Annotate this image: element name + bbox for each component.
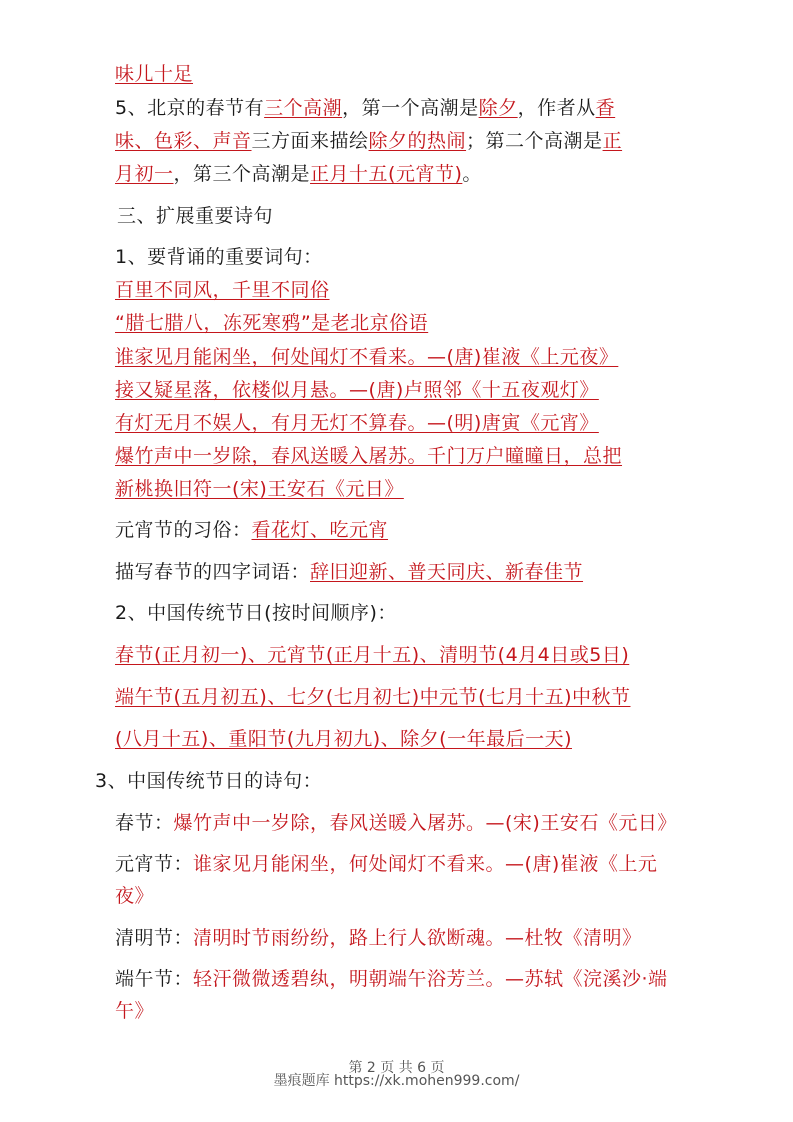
underlined-answer: 除夕的热闹 [368, 130, 467, 152]
label: 元宵节： [115, 853, 194, 875]
underlined-answer: (八月十五)、重阳节(九月初九)、除夕(一年最后一天) [115, 728, 572, 750]
underlined-answer: 月初一 [115, 163, 174, 185]
item5-line3 [115, 162, 482, 186]
subsection-heading: 1、要背诵的重要词句： [115, 246, 323, 268]
phrase-line [115, 378, 599, 402]
poem-text: 清明时节雨纷纷，路上行人欲断魂。—杜牧《清明》 [193, 927, 642, 949]
text: ；第二个高潮是 [466, 130, 603, 152]
text: 。 [462, 163, 482, 185]
underlined-answer: 正月十五(元宵节) [310, 163, 463, 185]
poem-line [115, 811, 677, 835]
custom-line [115, 518, 388, 542]
festival-line [115, 643, 629, 667]
underlined-answer: 香 [595, 97, 616, 119]
phrase-line [115, 477, 404, 501]
underlined-answer: 看花灯、吃元宵 [251, 519, 389, 541]
phrase-line [115, 311, 428, 335]
underlined-answer: 端午节(五月初五)、七夕(七月初七)中元节(七月十五)中秋节 [115, 686, 631, 708]
section-heading: 三、扩展重要诗句 [117, 205, 274, 227]
underlined-answer: 除夕 [478, 97, 518, 119]
underlined-answer: 春节(正月初一)、元宵节(正月十五)、清明节(4月4日或5日) [115, 644, 630, 666]
underlined-answer: 味、色彩、声音 [115, 130, 252, 152]
poem-line [115, 967, 668, 991]
underlined-answer: 爆竹声中一岁除，春风送暖入屠苏。千门万户曈曈日，总把 [115, 445, 623, 467]
label: 描写春节的四字词语： [115, 561, 311, 583]
subsection-heading: 3、中国传统节日的诗句： [95, 770, 323, 792]
underlined-answer: 辞旧迎新、普天同庆、新春佳节 [310, 561, 584, 583]
text: ，作者从 [517, 97, 596, 119]
underlined-answer: 百里不同风，千里不同俗 [115, 279, 330, 301]
underlined-answer: 接又疑星落，依楼似月悬。—(唐)卢照邻《十五夜观灯》 [115, 379, 599, 401]
phrase-line [115, 411, 599, 435]
idioms-line [115, 560, 583, 584]
phrase-line [115, 444, 622, 468]
poem-continuation: 夜》 [115, 885, 155, 907]
page-number: 第 2 页 共 6 页 [348, 1060, 445, 1076]
festival-line [115, 727, 572, 751]
text: ，第三个高潮是 [173, 163, 311, 185]
item5-line1 [115, 96, 615, 120]
label: 元宵节的习俗： [115, 519, 252, 541]
poem-line [115, 926, 642, 950]
item5-line2 [115, 129, 622, 153]
poem-text: 轻汗微微透碧纨，明朝端午浴芳兰。—苏轼《浣溪沙·端 [193, 968, 668, 990]
underlined-answer: 谁家见月能闲坐，何处闻灯不看来。—(唐)崔液《上元夜》 [115, 346, 619, 368]
underlined-answer: “腊七腊八，冻死寒鸦”是老北京俗语 [115, 312, 429, 334]
text: 三方面来描绘 [251, 130, 369, 152]
poem-text: 爆竹声中一岁除，春风送暖入屠苏。—(宋)王安石《元日》 [173, 812, 677, 834]
underlined-answer: 三个高潮 [264, 97, 343, 119]
text: ，第一个高潮是 [342, 97, 479, 119]
text: 5、北京的春节有 [115, 97, 265, 119]
underlined-answer: 有灯无月不娱人，有月无灯不算春。—(明)唐寅《元宵》 [115, 412, 599, 434]
label: 端午节： [115, 968, 194, 990]
subsection-heading: 2、中国传统节日(按时间顺序)： [115, 602, 397, 624]
label: 春节： [115, 812, 174, 834]
poem-line [115, 852, 657, 876]
phrase-line [115, 278, 330, 302]
underlined-answer: 正 [602, 130, 623, 152]
watermark-link[interactable]: 墨痕题库 https://xk.mohen999.com/ [273, 1073, 520, 1089]
underlined-answer: 味儿十足 [115, 63, 194, 85]
phrase-line [115, 345, 618, 369]
continued-line [115, 62, 193, 86]
poem-continuation: 午》 [115, 1000, 155, 1022]
underlined-answer: 新桃换旧符一(宋)王安石《元日》 [115, 478, 404, 500]
label: 清明节： [115, 927, 194, 949]
festival-line [115, 685, 630, 709]
poem-text: 谁家见月能闲坐，何处闻灯不看来。—(唐)崔液《上元 [193, 853, 658, 875]
